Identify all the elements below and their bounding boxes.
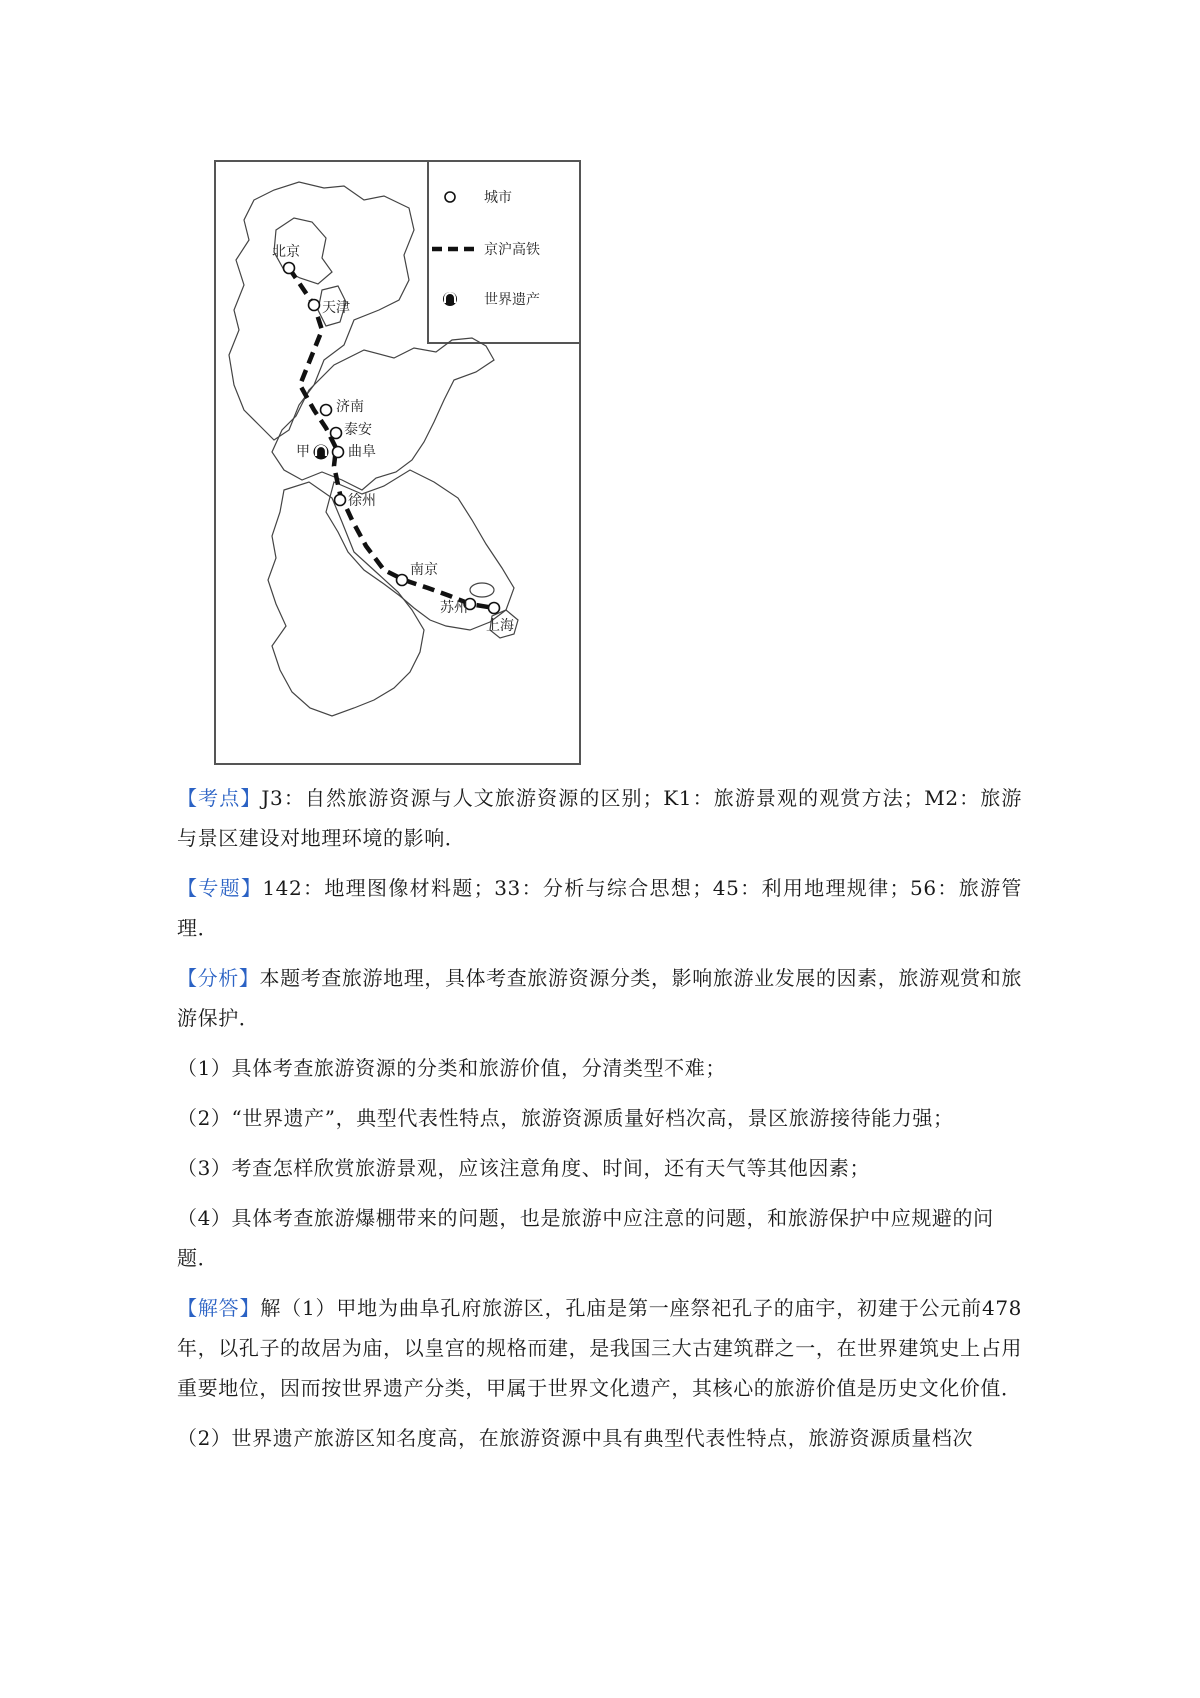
label-beijing: 北京 <box>272 244 300 260</box>
section-zhuanti <box>177 868 1022 948</box>
label-heritage-jia: 甲 <box>296 444 310 460</box>
route-map-figure <box>214 160 581 765</box>
section-kaodian <box>177 778 1022 858</box>
label-xuzhou: 徐州 <box>348 493 376 509</box>
heritage-arch-icon <box>314 445 329 460</box>
label-jinan: 济南 <box>336 399 364 415</box>
label-qufu: 曲阜 <box>348 444 376 460</box>
label-taian: 泰安 <box>344 422 372 438</box>
zhuanti-tag: 【专题】 <box>177 876 263 900</box>
section-fenxi <box>177 958 1022 1038</box>
label-tianjin: 天津 <box>322 300 350 316</box>
city-marker-tianjin <box>309 300 320 311</box>
label-nanjing: 南京 <box>410 562 438 578</box>
city-marker-beijing <box>284 263 295 274</box>
label-shanghai: 上海 <box>486 618 514 634</box>
city-marker-jinan <box>321 405 332 416</box>
city-marker-shanghai <box>489 603 500 614</box>
city-marker-qufu <box>333 447 344 458</box>
fenxi-item-1: （1）具体考查旅游资源的分类和旅游价值，分清类型不难； <box>177 1056 726 1080</box>
label-suzhou: 苏州 <box>440 600 468 616</box>
kaodian-tag: 【考点】 <box>177 786 262 810</box>
fenxi-text: 本题考查旅游地理，具体考查旅游资源分类，影响旅游业发展的因素，旅游观赏和旅游保护． <box>177 966 1023 1030</box>
answer-analysis-text <box>177 778 1022 1468</box>
fenxi-item-4: （4）具体考查旅游爆棚带来的问题，也是旅游中应注意的问题，和旅游保护中应规避的问题． <box>177 1206 994 1270</box>
fenxi-tag: 【分析】 <box>177 966 260 990</box>
fenxi-item-3: （3）考查怎样欣赏旅游景观，应该注意角度、时间，还有天气等其他因素； <box>177 1156 871 1180</box>
section-jieda <box>177 1288 1022 1408</box>
city-marker-xuzhou <box>335 495 346 506</box>
jieda-text: 解（1）甲地为曲阜孔府旅游区，孔庙是第一座祭祀孔子的庙宇，初建于公元前478年，以孔子的故居为庙，以皇宫的规格而建，是我国三大古建筑群之一，在世界建筑史上占用重要地位，因而按世界遗产分类，甲属于世界文化遗产，其核心的旅游价值是历史文化价值． <box>177 1296 1022 1400</box>
legend-label-railway: 京沪高铁 <box>484 242 540 258</box>
jieda-item-2: （2）世界遗产旅游区知名度高，在旅游资源中具有典型代表性特点，旅游资源质量档次 <box>177 1426 974 1450</box>
legend-label-heritage: 世界遗产 <box>484 292 540 308</box>
fenxi-item-2: （2）“世界遗产”，典型代表性特点，旅游资源质量好档次高，景区旅游接待能力强； <box>177 1106 954 1130</box>
city-marker-nanjing <box>397 575 408 586</box>
kaodian-text: J3：自然旅游资源与人文旅游资源的区别；K1：旅游景观的观赏方法；M2：旅游与景区建设对地理环境的影响． <box>177 786 1022 850</box>
jieda-tag: 【解答】 <box>177 1296 261 1320</box>
zhuanti-text: 142：地理图像材料题；33：分析与综合思想；45：利用地理规律；56：旅游管理． <box>177 876 1023 940</box>
legend-label-city: 城市 <box>484 190 512 206</box>
city-marker-taian <box>331 428 342 439</box>
city-circle-icon <box>445 192 455 202</box>
